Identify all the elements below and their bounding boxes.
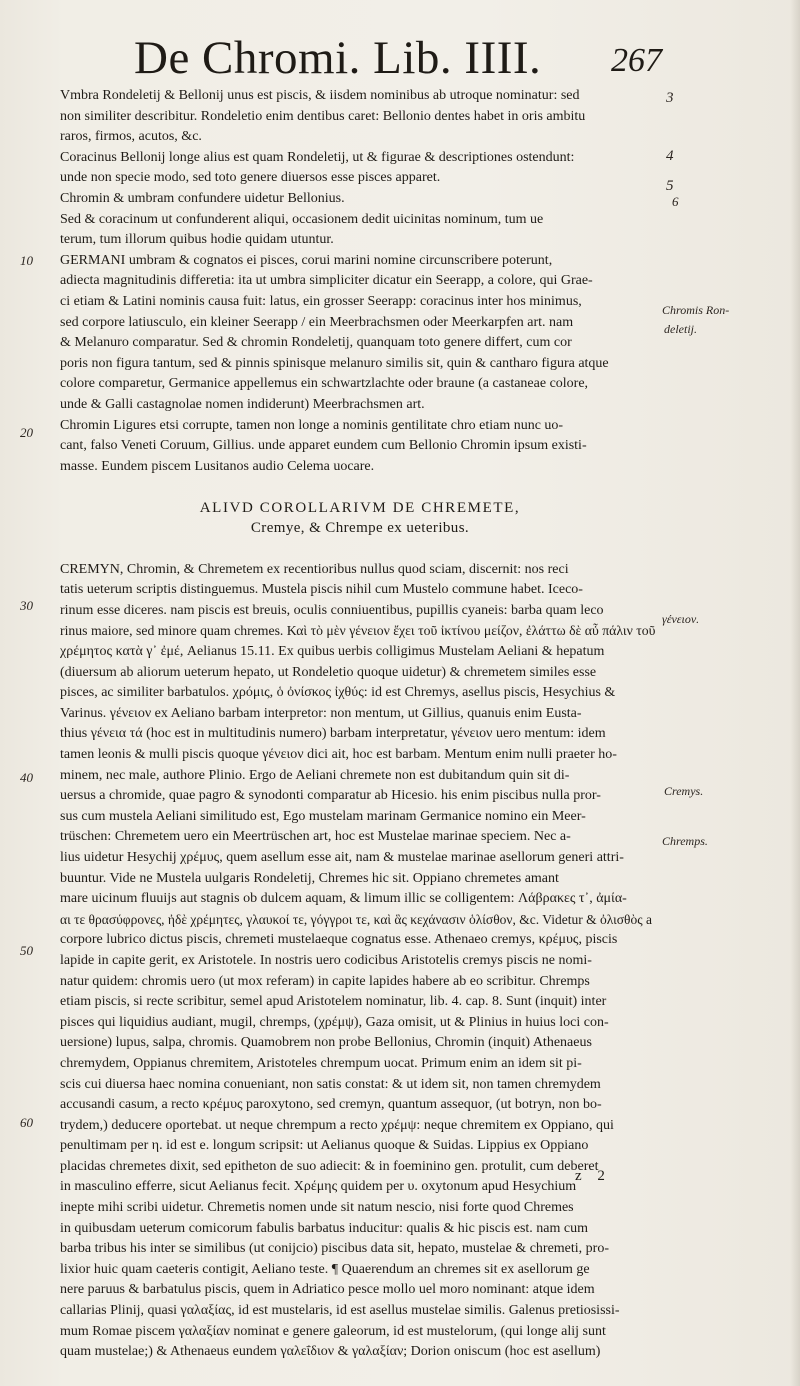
text-line: trüschen: Chremetem uero ein Meertrüschen art, hoc est Mustelae marinae speciem. Nec a- <box>60 829 571 845</box>
running-head: De Chromi. Lib. IIII. <box>134 32 542 84</box>
text-line: adiecta magnitudinis differetia: ita ut umbra simpliciter dicatur ein Seerapp, a colore, qui Grae- <box>60 273 593 289</box>
heading-line-2: Cremye, & Chrempe ex ueteribus. <box>250 520 470 537</box>
text-line: inepte mihi scribi uidetur. Chremetis nomen unde sit natum nescio, nisi forte quod Chremes <box>60 1200 574 1216</box>
text-line: unde non specie modo, sed toto genere diuersos esse pisces apparet. <box>60 170 441 186</box>
text-line: rinum esse diceres. nam piscis est breuis, oculis conniuentibus, pupillis cyaneis: barba quam leco <box>60 602 604 618</box>
text-line: ci etiam & Latini nominis causa fuit: latus, ein grosser Seerapp: coracinus inter hos minimus, <box>60 293 582 309</box>
text-line: corpore lubrico dictus piscis, chremeti mustelaeque cognatus esse. Athenaeo cremys, κρέμυς, piscis <box>60 932 618 948</box>
text-line: χρέμητος κατὰ γ᾽ ἐμέ, Aelianus 15.11. Ex quibus uerbis colligimus Mustelam Aeliani & hepatum <box>60 644 605 660</box>
text-line: masse. Eundem piscem Lusitanos audio Celema uocare. <box>60 458 375 474</box>
margin-note: Chremps. <box>662 834 708 848</box>
text-line: mare uicinum fluuijs aut stagnis ob dulcem aquam, & limum illic se colligentem: Λάβρακες τ᾽, ἀμία- <box>60 891 627 907</box>
text-line: uersus a chromide, quae pagro & synodonti comparatur ab Hicesio. his enim piscibus nulla pror- <box>60 788 601 804</box>
text-line: placidas chremetes dixit, sed epitheton de suo adiecit: & in foeminino gen. protulit, cum deberet <box>60 1158 599 1174</box>
text-line: trydem,) deducere oportebat. ut neque chrempum a recto χρέμψ: neque chremitem ex Oppiano, qui <box>60 1117 614 1133</box>
text-line: non similiter describitur. Rondeletio enim dentibus caret: Bellonio dentes habet in oris ambitu <box>60 108 586 124</box>
text-line: nere paruus & barbatulus piscis, quem in Adriatico pesce mollo uel moro nominant: atque idem <box>60 1282 595 1298</box>
line-number: 50 <box>20 943 33 958</box>
text-line: tamen leonis & mulli piscis quoque γένειον dici ait, hoc est barbam. Mentum enim nulli praeter ho- <box>60 747 617 762</box>
line-number: 10 <box>20 253 33 268</box>
text-line: pisces qui liquidius audiant, mugil, chremps, (χρέμψ), Gaza omisit, ut & Plinius in huius loci con- <box>60 1014 609 1030</box>
text-line: poris non figura tantum, sed & pinnis spinisque melanuro similis sit, quin & cantharo figura atque <box>60 355 609 371</box>
text-line: lapide in capite gerit, ex Aristotele. In nostris uero codicibus Aristotelis cremys piscis ne nomi- <box>60 952 592 968</box>
text-line: Chromin & umbram confundere uidetur Bellonius. <box>60 190 345 206</box>
text-line: pisces, ac similiter barbatulos. χρόμις, ὁ ὀνίσκος ἰχθύς: id est Chremys, asellus piscis, Hesychius & <box>60 685 616 701</box>
text-line: barba tribus his inter se similibus (ut conijcio) piscibus data sit, hepato, mustelae & chremeti, pro- <box>60 1241 609 1257</box>
signature-mark: z 2 <box>575 1168 611 1184</box>
text-line: terum, tum illorum quibus hodie quidam utuntur. <box>60 232 334 248</box>
text-line: thius γένεια τά (hoc est in multitudinis numero) barbam interpretatur, γένειον uero mentum: idem <box>60 726 606 742</box>
text-line: lixior huic quam caeteris contigit, Aeliano teste. ¶ Quaerendum an chremes sit ex asellorum ge <box>60 1261 590 1277</box>
margin-note: Chromis Ron- <box>662 303 730 317</box>
text-block <box>60 86 660 1360</box>
line-number: 30 <box>20 598 33 613</box>
line-number: 60 <box>20 1115 33 1130</box>
heading-line-1: ALIVD COROLLARIVM DE CHREMETE, <box>199 499 521 516</box>
text-line: Coracinus Bellonij longe alius est quam Rondeletij, ut & figurae & descriptiones ostendunt: <box>60 149 575 165</box>
text-line: accusandi casum, a recto κρέμυς paroxytono, sed cremyn, quantum assequor, (ut botryn, non bo- <box>60 1097 602 1113</box>
text-section-top <box>60 86 660 477</box>
section-gap <box>60 539 660 560</box>
line-number: 40 <box>20 770 33 785</box>
line-number: 20 <box>20 425 33 440</box>
text-line: (diuersum ab aliorum ueterum hepato, ut Rondeletio quoque uidetur) & chremetem similes esse <box>60 664 597 680</box>
text-line: sed corpore latiusculo, ein kleiner Seerapp / ein Meerbrachsmen oder Meerkarpfen art. nam <box>60 314 574 330</box>
text-line: mum Romae piscem γαλαξίαν nominat e genere galeorum, id est mustelorum, (qui longe alij sunt <box>60 1323 606 1339</box>
section-heading <box>60 498 660 539</box>
text-line: tatis ueterum scriptis distinguemus. Mustela piscis nihil cum Mustelo commune habet. Iceco- <box>60 582 583 598</box>
text-line: buuntur. Vide ne Mustela uulgaris Rondeletij, Chremes hic sit. Oppiano chremetes amant <box>60 870 559 886</box>
text-section-bottom <box>60 560 660 1363</box>
text-line: unde & Galli castagnolae nomen indiderunt) Meerbrachsmen art. <box>60 396 425 412</box>
text-line: minem, nec male, authore Plinio. Ergo de Aeliani chremete non est dubitandum quin sit di- <box>60 767 570 783</box>
text-line: raros, firmos, acutos, &c. <box>60 129 202 145</box>
text-line: CREMYN, Chromin, & Chremetem ex recentioribus nullus quod sciam, discernit: nos reci <box>60 561 569 577</box>
text-line: penultimam per η. id est e. longum scripsit: ut Aelianus quoque & Suidas. Lippius ex Oppiano <box>60 1138 589 1154</box>
text-line: uersione) lupus, salpa, chromis. Quamobrem non probe Bellonius, Chromin (inquit) Athenaeus <box>60 1035 592 1051</box>
text-line: Vmbra Rondeletij & Bellonij unus est piscis, & iisdem nominibus ab utroque nominatur: sed <box>60 88 580 103</box>
page-header <box>128 30 668 86</box>
text-line: chremydem, Oppianus chremitem, Aristoteles chrempum uocat. Primum enim an idem sit pi- <box>60 1055 582 1071</box>
text-line: quam mustelae;) & Athenaeus eundem γαλεΐδιον & γαλαξίαν; Dorion oniscum (hoc est asellum) <box>60 1344 601 1360</box>
text-line: etiam piscis, si recte scribitur, semel apud Aristotelem nominatur, lib. 4. cap. 8. Sunt (inquit) inter <box>60 994 607 1010</box>
text-line: callarias Plinij, quasi γαλαξίας, id est mustelaris, id est asellus mustelae similis. Galenus pretiosissi- <box>60 1303 620 1319</box>
text-line: αι τε θρασύφρονες, ἠδὲ χρέμητες, γλαυκοί τε, γόγγροι τε, καὶ ἃς κεχάνασιν ὁλίσθον, &c. Videtur & ὀλισθὸς a <box>60 911 652 927</box>
margin-number: 3 <box>666 90 674 106</box>
margin-note: deletij. <box>664 322 697 336</box>
page-number: 267 <box>611 42 662 79</box>
text-line: in quibusdam ueterum comicorum fabulis barbatus inducitur: qualis & hic piscis est. nam cum <box>60 1220 589 1236</box>
text-line: Sed & coracinum ut confunderent aliqui, occasionem dedit uicinitas nominum, tum ue <box>60 211 544 227</box>
text-line: in masculino efferre, sicut Aelianus fecit. Χρέμης quidem per υ. oxytonum apud Hesychium <box>60 1179 577 1195</box>
text-line: & Melanuro comparatur. Sed & chromin Rondeletij, quanquam toto genere differt, cum cor <box>60 335 572 351</box>
text-line: sus cum mustela Aeliani similitudo est, Ego mustelam marinam Germanice nomino ein Meer- <box>60 808 586 824</box>
page-edge-shadow <box>790 0 800 1386</box>
text-line: GERMANI umbram & cognatos ei pisces, corui marini nomine circunscribere poterunt, <box>60 252 553 268</box>
margin-note: γένειον. <box>662 612 700 626</box>
text-line: scis cui diuersa haec nomina conueniant, non satis constat: & ut idem sit, non tamen chremydem <box>60 1076 601 1092</box>
text-line: colore comparetur, Germanice appellemus ein schwartzlachte oder braune (a castaneae colore, <box>60 376 589 392</box>
text-line: Chromin Ligures etsi corrupte, tamen non longe a nominis gentilitate chro etiam nunc uo- <box>60 417 564 433</box>
margin-note: Cremys. <box>664 784 704 798</box>
text-line: lius uidetur Hesychij χρέμυς, quem asellum esse ait, nam & mustelae marinae asellorum generi attri- <box>60 849 624 865</box>
margin-number: 5 <box>666 178 674 194</box>
text-line: cant, falso Veneti Coruum, Gillius. unde apparet eundem cum Bellonio Chromin ipsum existi- <box>60 438 587 454</box>
text-line: natur quidem: chromis uero (ut mox referam) in capite lapides habere ab eo scribitur. Chremps <box>60 973 590 989</box>
margin-number: 6 <box>672 194 679 209</box>
section-gap <box>60 477 660 498</box>
margin-number: 4 <box>666 148 674 164</box>
text-line: rinus maiore, sed minore quam chremes. Καὶ τὸ μὲν γένειον ἔχει τοῦ ἰκτίνου μείζον, ἐλάττω δὲ αὖ πάλιν τοῦ <box>60 623 656 639</box>
text-line: Varinus. γένειον ex Aeliano barbam interpretor: non mentum, ut Gillius, quanuis enim Eusta- <box>60 705 582 721</box>
